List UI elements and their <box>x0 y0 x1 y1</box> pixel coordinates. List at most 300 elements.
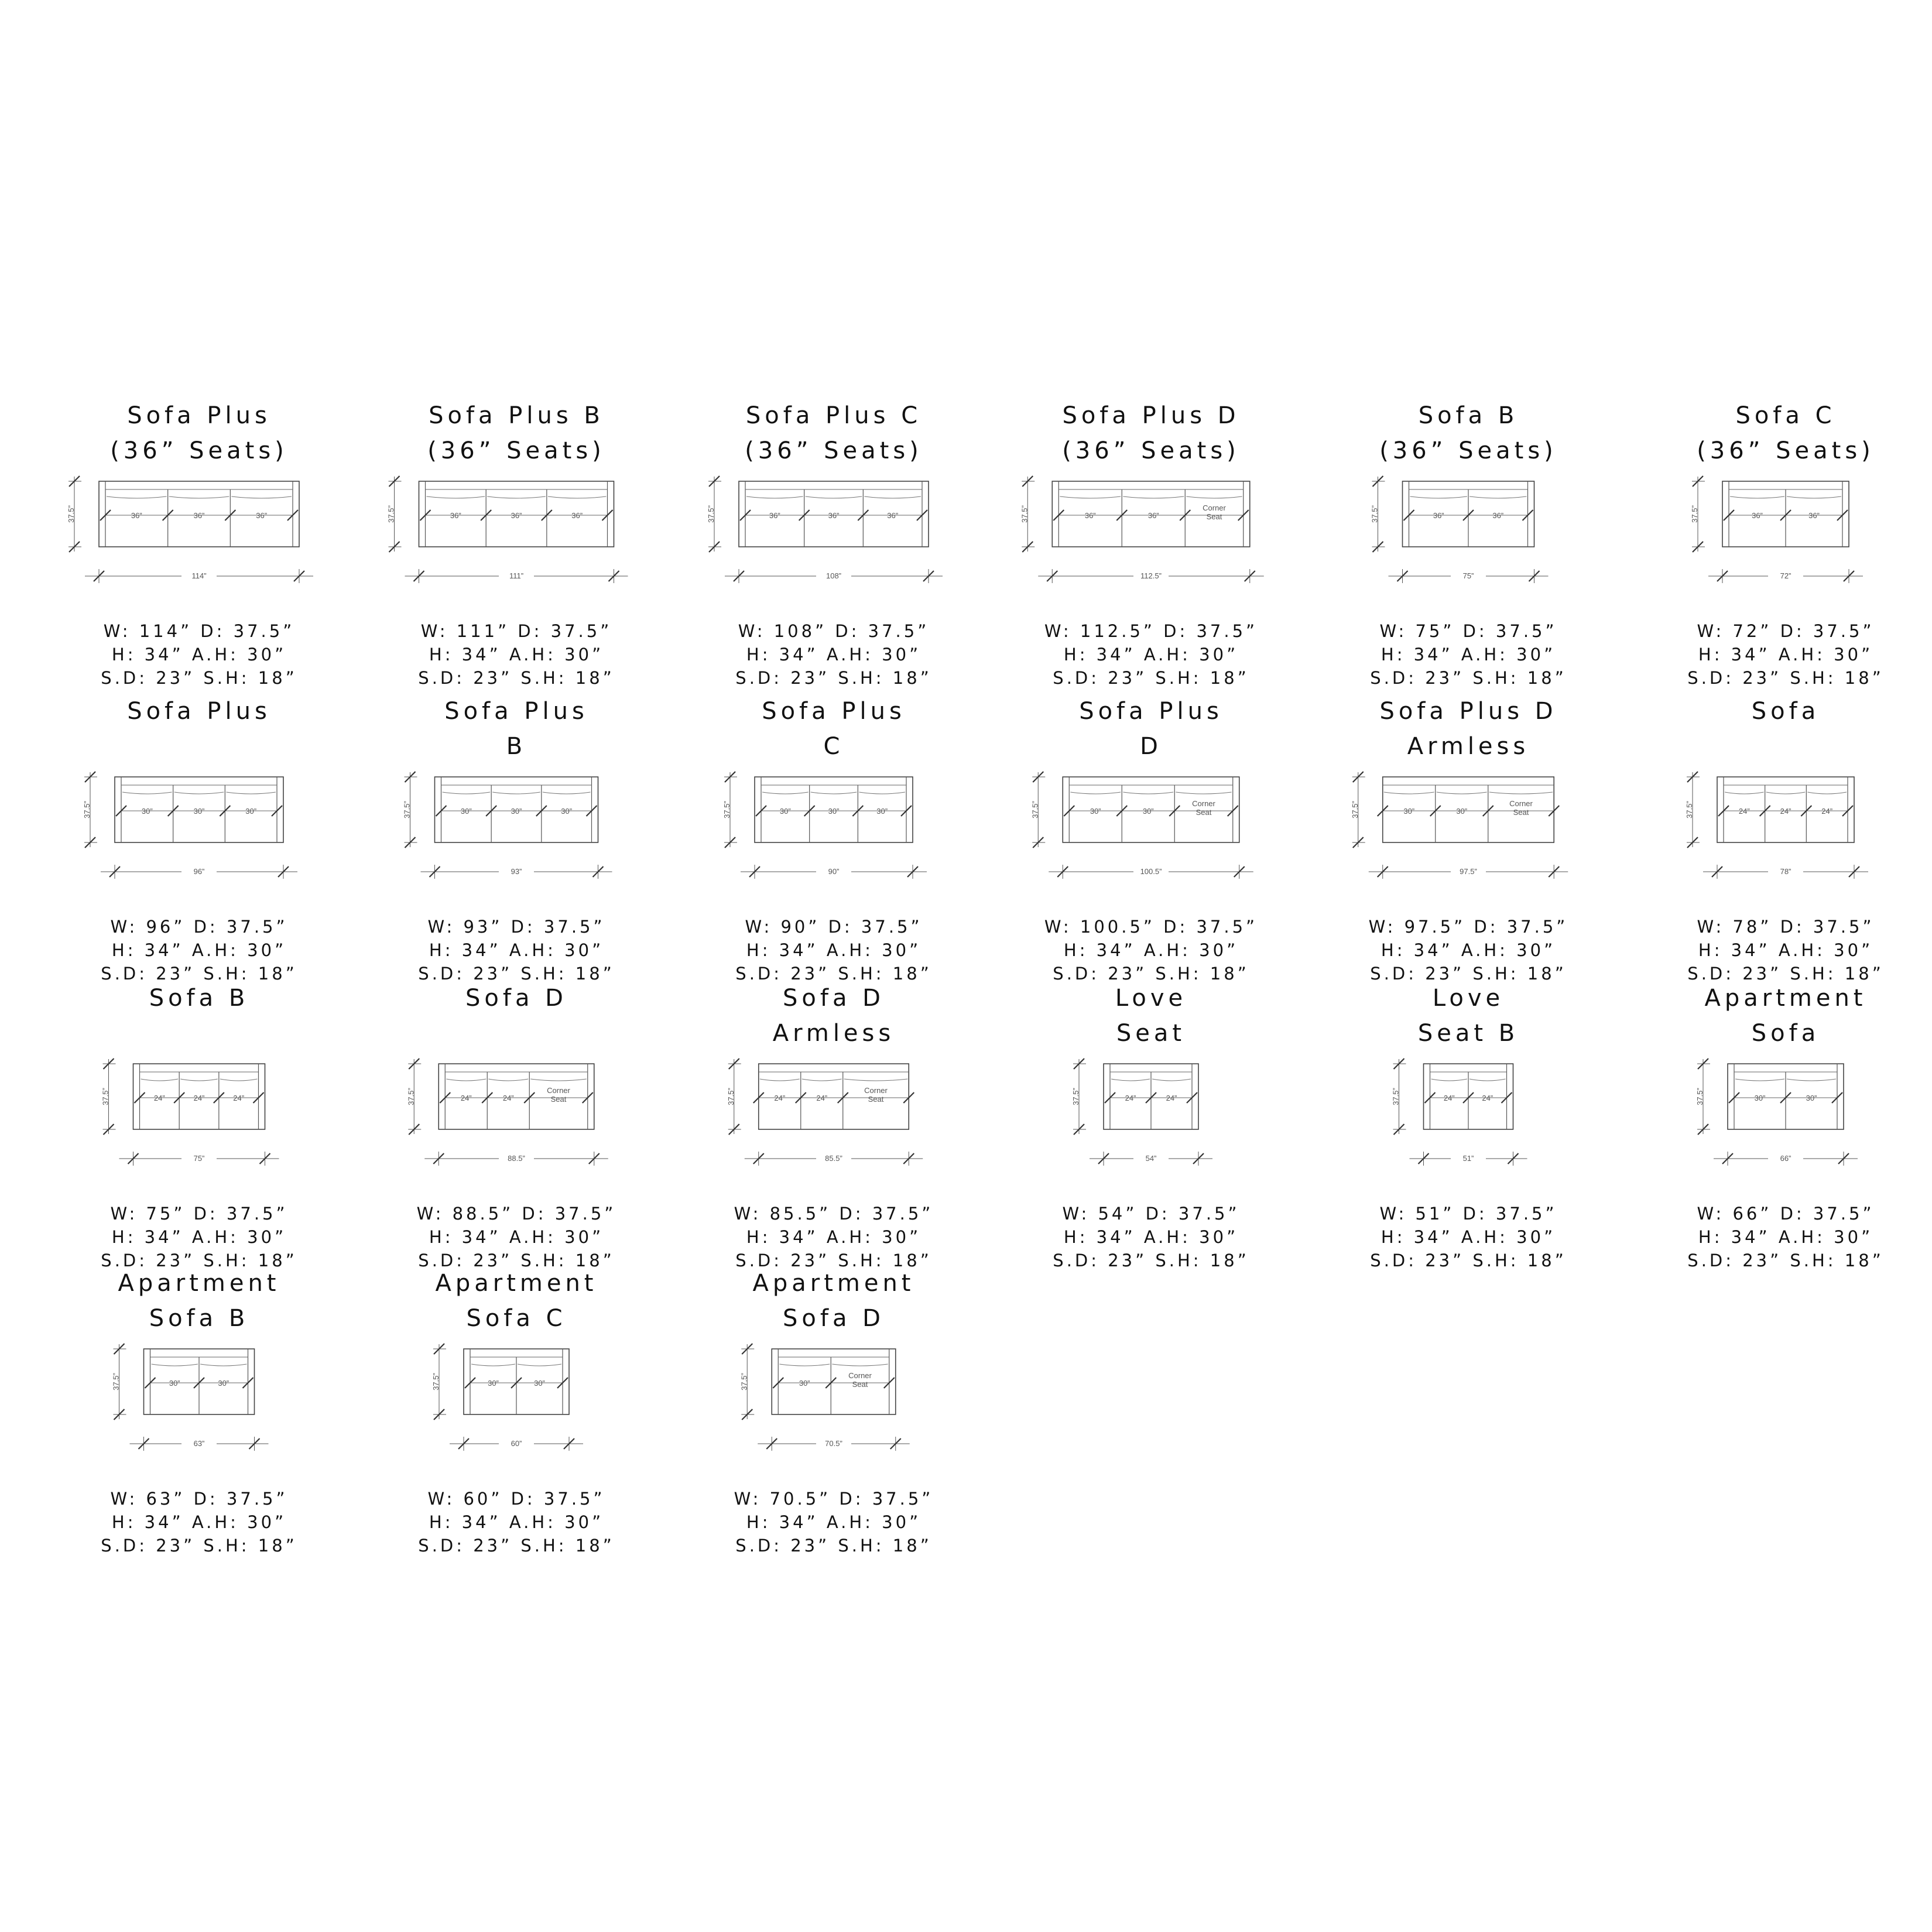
sofa-card <box>993 981 1309 1272</box>
seat-width-label: 30” <box>1806 1094 1817 1102</box>
spec-line: S.D: 23” S.H: 18” <box>1370 964 1567 984</box>
sofa-card <box>358 981 674 1272</box>
sofa-specs <box>676 915 992 985</box>
sofa-card <box>41 981 357 1272</box>
seat-width-label: 24” <box>1821 807 1833 816</box>
spec-line: W: 97.5” D: 37.5” <box>1368 917 1568 937</box>
overall-width-label: 70.5” <box>825 1439 842 1448</box>
spec-line: W: 51” D: 37.5” <box>1379 1204 1557 1224</box>
spec-line: W: 96” D: 37.5” <box>110 917 288 937</box>
spec-line: H: 34” A.H: 30” <box>1063 645 1239 664</box>
spec-line: W: 111” D: 37.5” <box>420 621 612 641</box>
spec-line: W: 75” D: 37.5” <box>110 1204 288 1224</box>
seat-width-label: 24” <box>153 1094 165 1102</box>
back-cushion <box>107 496 167 498</box>
spec-line: H: 34” A.H: 30” <box>746 1227 922 1247</box>
sofa-specs <box>1310 619 1626 690</box>
spec-line: H: 34” A.H: 30” <box>1381 940 1556 960</box>
sofa-plan-drawing <box>1310 764 1626 899</box>
sofa-outline <box>112 1344 269 1451</box>
spec-line: H: 34” A.H: 30” <box>111 940 287 960</box>
sofa-card <box>676 981 992 1272</box>
back-cushion <box>1384 792 1434 794</box>
depth-label: 37.5” <box>1020 505 1029 523</box>
back-cushion <box>1152 1079 1191 1081</box>
seat-width-label: 30” <box>799 1379 810 1388</box>
sofa-title-line: Love <box>1115 985 1187 1012</box>
back-cushion <box>1787 1079 1836 1081</box>
overall-width-label: 75” <box>1462 571 1474 580</box>
sofa-title-line: Armless <box>772 1020 895 1047</box>
sofa-outline <box>739 1344 910 1451</box>
seat-width-label: 30” <box>1090 807 1101 816</box>
seat-width-label: 24” <box>193 1094 205 1102</box>
overall-width-label: 96” <box>193 867 205 876</box>
back-cushion <box>1725 792 1764 794</box>
sofa-specs <box>41 915 357 985</box>
sofa-plan-drawing <box>1628 764 1932 899</box>
back-cushion <box>1123 792 1173 794</box>
back-cushion <box>844 1079 908 1081</box>
back-cushion <box>1070 792 1121 794</box>
back-cushion <box>1431 1079 1468 1081</box>
sofa-plan-svg <box>993 764 1309 899</box>
sofa-title <box>993 398 1309 468</box>
sofa-plan-drawing <box>1310 468 1626 603</box>
sofa-plan-drawing <box>676 1336 992 1471</box>
seat-width-label: 30” <box>460 807 472 816</box>
sofa-plan-drawing <box>41 468 357 603</box>
sofa-title <box>1628 694 1932 764</box>
spec-line: W: 114” D: 37.5” <box>103 621 295 641</box>
back-cushion <box>226 792 276 794</box>
seat-width-label: 24” <box>1443 1094 1455 1102</box>
sofa-plan-svg <box>41 1336 357 1471</box>
corner-seat-label: Corner <box>1192 799 1215 808</box>
sofa-title <box>1310 398 1626 468</box>
sofa-specs <box>1628 1202 1932 1272</box>
corner-seat-label: Seat <box>852 1380 868 1389</box>
sofa-title-line: (36” Seats) <box>1062 437 1240 464</box>
sofa-title-line: Sofa D <box>783 985 885 1012</box>
sofa-title-line: Sofa <box>1751 1020 1820 1047</box>
sofa-outline <box>431 1344 583 1451</box>
sofa-outline <box>727 1059 923 1166</box>
sofa-title <box>41 694 357 764</box>
depth-label: 37.5” <box>1695 1088 1704 1105</box>
corner-seat-label: Seat <box>1513 808 1529 817</box>
depth-label: 37.5” <box>431 1373 440 1390</box>
back-cushion <box>169 496 229 498</box>
sofa-plan-svg <box>1310 1051 1626 1186</box>
back-cushion <box>864 496 921 498</box>
sofa-card <box>41 398 357 690</box>
back-cushion <box>174 792 224 794</box>
sofa-plan-svg <box>1310 468 1626 603</box>
seat-width-label: 24” <box>1125 1094 1136 1102</box>
overall-width-label: 66” <box>1780 1154 1791 1163</box>
sofa-card <box>676 398 992 690</box>
seat-width-label: 36” <box>887 511 899 520</box>
spec-line: S.D: 23” S.H: 18” <box>418 964 615 984</box>
depth-label: 37.5” <box>722 801 731 818</box>
depth-label: 37.5” <box>1030 801 1040 818</box>
sofa-outline <box>1690 476 1863 583</box>
sofa-outline <box>1351 772 1568 879</box>
sofa-card <box>41 1266 357 1557</box>
sofa-specs <box>676 1487 992 1557</box>
overall-width-label: 108” <box>825 571 842 580</box>
depth-label: 37.5” <box>726 1088 735 1105</box>
sofa-title-line: Sofa B <box>149 985 249 1012</box>
back-cushion <box>832 1364 888 1366</box>
corner-seat-label: Seat <box>1206 512 1222 521</box>
back-cushion <box>1735 1079 1784 1081</box>
seat-width-label: 24” <box>816 1094 828 1102</box>
spec-line: W: 54” D: 37.5” <box>1062 1204 1240 1224</box>
overall-width-label: 111” <box>509 571 524 580</box>
sofa-title-line: Sofa Plus <box>127 402 271 429</box>
spec-line: W: 100.5” D: 37.5” <box>1044 917 1258 937</box>
spec-line: S.D: 23” S.H: 18” <box>1053 1251 1249 1270</box>
seat-width-label: 36” <box>571 511 583 520</box>
sofa-specs <box>1310 915 1626 985</box>
seat-width-label: 30” <box>828 807 840 816</box>
sofa-title-line: (36” Seats) <box>110 437 288 464</box>
spec-line: W: 66” D: 37.5” <box>1697 1204 1875 1224</box>
sofa-plan-drawing <box>358 468 674 603</box>
back-cushion <box>122 792 172 794</box>
spec-line: S.D: 23” S.H: 18” <box>101 668 297 688</box>
spec-line: H: 34” A.H: 30” <box>429 1512 604 1532</box>
spec-line: S.D: 23” S.H: 18” <box>1053 668 1249 688</box>
back-cushion <box>488 1079 528 1081</box>
depth-label: 37.5” <box>1690 505 1699 523</box>
sofa-plan-svg <box>676 1336 992 1471</box>
back-cushion <box>446 1079 486 1081</box>
sofa-plan-svg <box>358 1051 674 1186</box>
sofa-title-line: B <box>506 733 527 760</box>
corner-seat-label: Corner <box>547 1086 570 1095</box>
sofa-plan-svg <box>41 1051 357 1186</box>
seat-width-label: 36” <box>511 511 522 520</box>
sofa-card <box>1310 694 1626 985</box>
sofa-card <box>358 694 674 985</box>
sofa-plan-drawing <box>41 1336 357 1471</box>
sofa-title-line: (36” Seats) <box>1697 437 1875 464</box>
sofa-title-line: Love <box>1432 985 1505 1012</box>
back-cushion <box>220 1079 258 1081</box>
sofa-card <box>676 694 992 985</box>
sofa-title-line: Armless <box>1407 733 1530 760</box>
spec-line: W: 90” D: 37.5” <box>745 917 923 937</box>
sofa-specs <box>993 1202 1309 1272</box>
sofa-plan-svg <box>993 1051 1309 1186</box>
seat-width-label: 36” <box>256 511 268 520</box>
spec-line: S.D: 23” S.H: 18” <box>735 1251 932 1270</box>
spec-line: W: 78” D: 37.5” <box>1697 917 1875 937</box>
sofa-title-line: Sofa Plus B <box>429 402 604 429</box>
sofa-title <box>676 981 992 1051</box>
back-cushion <box>1730 496 1784 498</box>
sofa-title-line: Apartment <box>118 1270 280 1297</box>
back-cushion <box>762 792 809 794</box>
spec-line: S.D: 23” S.H: 18” <box>1370 1251 1567 1270</box>
sofa-title-line <box>358 1016 674 1051</box>
sofa-title-line: Seat B <box>1417 1020 1519 1047</box>
sofa-title <box>1628 981 1932 1051</box>
sofa-plan-drawing <box>1310 1051 1626 1186</box>
corner-seat-label: Seat <box>1195 808 1212 817</box>
seat-width-label: 36” <box>1492 511 1504 520</box>
sofa-plan-svg <box>1310 764 1626 899</box>
sofa-title <box>993 694 1309 764</box>
overall-width-label: 114” <box>191 571 207 580</box>
seat-width-label: 36” <box>1084 511 1096 520</box>
spec-line: H: 34” A.H: 30” <box>746 1512 922 1532</box>
back-cushion <box>492 792 540 794</box>
sofa-outline <box>387 476 628 583</box>
sofa-specs <box>358 1487 674 1557</box>
sofa-title <box>1310 981 1626 1051</box>
back-cushion <box>1489 792 1553 794</box>
back-cushion <box>1787 496 1841 498</box>
spec-line: H: 34” A.H: 30” <box>746 645 922 664</box>
back-cushion <box>1111 1079 1150 1081</box>
back-cushion <box>806 496 862 498</box>
overall-width-label: 97.5” <box>1460 867 1477 876</box>
back-cushion <box>760 1079 800 1081</box>
sofa-title <box>676 694 992 764</box>
sofa-outline <box>1695 1059 1858 1166</box>
sofa-specs <box>993 915 1309 985</box>
spec-line: H: 34” A.H: 30” <box>1698 645 1873 664</box>
seat-width-label: 30” <box>245 807 257 816</box>
seat-width-label: 36” <box>1808 511 1820 520</box>
back-cushion <box>231 496 292 498</box>
sofa-plan-drawing <box>41 1051 357 1186</box>
sofa-specs <box>1310 1202 1626 1272</box>
back-cushion <box>1186 496 1242 498</box>
sofa-outline <box>1020 476 1264 583</box>
back-cushion <box>859 792 905 794</box>
back-cushion <box>471 1364 515 1366</box>
seat-width-label: 30” <box>488 1379 499 1388</box>
back-cushion <box>200 1364 247 1366</box>
sofa-title-line: Sofa D <box>465 985 567 1012</box>
seat-width-label: 30” <box>193 807 205 816</box>
sofa-title-line: Sofa Plus D <box>1062 402 1240 429</box>
seat-width-label: 36” <box>1147 511 1159 520</box>
sofa-plan-svg <box>41 764 357 899</box>
sofa-title-line: Apartment <box>435 1270 598 1297</box>
seat-width-label: 36” <box>769 511 780 520</box>
sofa-plan-drawing <box>676 1051 992 1186</box>
sofa-specs <box>1628 915 1932 985</box>
depth-label: 37.5” <box>101 1088 110 1105</box>
overall-width-label: 72” <box>1780 571 1791 580</box>
sofa-title-line: (36” Seats) <box>427 437 605 464</box>
spec-line: W: 63” D: 37.5” <box>110 1489 288 1509</box>
sofa-card <box>1310 398 1626 690</box>
sofa-plan-svg <box>1628 764 1932 899</box>
corner-seat-label: Corner <box>848 1371 872 1380</box>
sofa-title-line <box>41 1016 357 1051</box>
spec-line: S.D: 23” S.H: 18” <box>1687 668 1884 688</box>
seat-width-label: 24” <box>1780 807 1791 816</box>
back-cushion <box>487 496 546 498</box>
spec-line: S.D: 23” S.H: 18” <box>101 1536 297 1556</box>
corner-seat-label: Corner <box>864 1086 888 1095</box>
sofa-outline <box>707 476 943 583</box>
sofa-title-line: (36” Seats) <box>745 437 923 464</box>
sofa-specs <box>676 619 992 690</box>
seat-width-label: 30” <box>1456 807 1468 816</box>
sofa-specs <box>676 1202 992 1272</box>
seat-width-label: 24” <box>1166 1094 1177 1102</box>
sofa-title <box>1628 398 1932 468</box>
sofa-plan-svg <box>676 764 992 899</box>
back-cushion <box>1766 792 1806 794</box>
sofa-outline <box>67 476 313 583</box>
back-cushion <box>1060 496 1121 498</box>
sofa-specs <box>41 1487 357 1557</box>
depth-label: 37.5” <box>1370 505 1379 523</box>
spec-line: W: 108” D: 37.5” <box>738 621 930 641</box>
sofa-card <box>358 1266 674 1557</box>
seat-width-label: 24” <box>1482 1094 1493 1102</box>
spec-line: H: 34” A.H: 30” <box>1381 645 1556 664</box>
corner-seat-label: Corner <box>1203 503 1226 512</box>
sofa-outline <box>722 772 927 879</box>
seat-width-label: 30” <box>169 1379 180 1388</box>
sofa-plan-svg <box>1628 1051 1932 1186</box>
seat-width-label: 24” <box>1738 807 1750 816</box>
sofa-specs <box>358 915 674 985</box>
back-cushion <box>1807 792 1847 794</box>
back-cushion <box>141 1079 179 1081</box>
sofa-plan-svg <box>676 1051 992 1186</box>
spec-line: W: 75” D: 37.5” <box>1379 621 1557 641</box>
sofa-outline <box>1685 772 1868 879</box>
overall-width-label: 85.5” <box>825 1154 842 1163</box>
back-cushion <box>1123 496 1184 498</box>
sofa-title-line: Sofa C <box>466 1305 567 1332</box>
back-cushion <box>811 792 857 794</box>
spec-line: H: 34” A.H: 30” <box>746 940 922 960</box>
spec-line: H: 34” A.H: 30” <box>1063 1227 1239 1247</box>
sofa-title-line: Sofa Plus C <box>745 402 922 429</box>
sofa-title-line: Apartment <box>1704 985 1867 1012</box>
sofa-plan-drawing <box>993 764 1309 899</box>
sofa-card <box>1628 694 1932 985</box>
sofa-title-line: Apartment <box>752 1270 915 1297</box>
sofa-title-line: Sofa Plus D <box>1379 698 1557 725</box>
sofa-plan-drawing <box>993 468 1309 603</box>
sofa-title-line: Sofa D <box>783 1305 885 1332</box>
back-cushion <box>1437 792 1487 794</box>
sofa-outline <box>1071 1059 1212 1166</box>
seat-width-label: 36” <box>828 511 840 520</box>
spec-line: S.D: 23” S.H: 18” <box>101 1251 297 1270</box>
spec-line: H: 34” A.H: 30” <box>1063 940 1239 960</box>
sofa-plan-drawing <box>676 468 992 603</box>
sofa-title <box>41 1266 357 1336</box>
depth-label: 37.5” <box>83 801 91 818</box>
spec-line: H: 34” A.H: 30” <box>429 1227 604 1247</box>
sofa-plan-svg <box>358 1336 674 1471</box>
sofa-plan-drawing <box>358 764 674 899</box>
sofa-outline <box>403 772 612 879</box>
sofa-title <box>1310 694 1626 764</box>
spec-line: S.D: 23” S.H: 18” <box>735 964 932 984</box>
sofa-specs <box>41 619 357 690</box>
sofa-plan-svg <box>358 468 674 603</box>
sofa-plan-drawing <box>676 764 992 899</box>
sofa-title <box>676 1266 992 1336</box>
seat-width-label: 30” <box>511 807 522 816</box>
seat-width-label: 30” <box>561 807 573 816</box>
sofa-specs <box>358 1202 674 1272</box>
sofa-plan-drawing <box>358 1336 674 1471</box>
sofa-card <box>1628 398 1932 690</box>
depth-label: 37.5” <box>111 1373 121 1390</box>
corner-seat-label: Seat <box>868 1095 884 1104</box>
spec-line: H: 34” A.H: 30” <box>111 1227 287 1247</box>
overall-width-label: 112.5” <box>1140 571 1162 580</box>
sofa-outline <box>101 1059 279 1166</box>
sofa-title-line: Sofa Plus <box>762 698 906 725</box>
seat-width-label: 24” <box>774 1094 786 1102</box>
overall-width-label: 51” <box>1462 1154 1474 1163</box>
sofa-outline <box>1030 772 1253 879</box>
sofa-outline <box>83 772 297 879</box>
sofa-outline <box>1392 1059 1527 1166</box>
sofa-outline <box>406 1059 608 1166</box>
sofa-body <box>772 1349 896 1414</box>
sofa-card <box>993 694 1309 985</box>
sofa-plan-drawing <box>993 1051 1309 1186</box>
sofa-card <box>1628 981 1932 1272</box>
spec-line: W: 112.5” D: 37.5” <box>1044 621 1258 641</box>
depth-label: 37.5” <box>406 1088 416 1105</box>
sofa-title-line: Sofa Plus <box>1079 698 1223 725</box>
seat-width-label: 24” <box>460 1094 472 1102</box>
sofa-title-line: D <box>1140 733 1162 760</box>
sofa-specs <box>1628 619 1932 690</box>
spec-line: W: 93” D: 37.5” <box>427 917 605 937</box>
overall-width-label: 75” <box>193 1154 205 1163</box>
depth-label: 37.5” <box>402 801 412 818</box>
overall-width-label: 63” <box>193 1439 205 1448</box>
sofa-title <box>358 398 674 468</box>
back-cushion <box>1469 1079 1506 1081</box>
depth-label: 37.5” <box>67 505 76 523</box>
sofa-specs <box>41 1202 357 1272</box>
back-cushion <box>443 792 491 794</box>
back-cushion <box>1410 496 1468 498</box>
spec-line: H: 34” A.H: 30” <box>111 1512 287 1532</box>
back-cushion <box>180 1079 218 1081</box>
sofa-title-line: (36” Seats) <box>1379 437 1557 464</box>
sofa-plan-drawing <box>41 764 357 899</box>
corner-seat-label: Corner <box>1509 799 1533 808</box>
seat-width-label: 30” <box>779 807 791 816</box>
spec-line: S.D: 23” S.H: 18” <box>1687 1251 1884 1270</box>
overall-width-label: 60” <box>511 1439 522 1448</box>
seat-width-label: 36” <box>1752 511 1763 520</box>
spec-line: H: 34” A.H: 30” <box>429 940 604 960</box>
